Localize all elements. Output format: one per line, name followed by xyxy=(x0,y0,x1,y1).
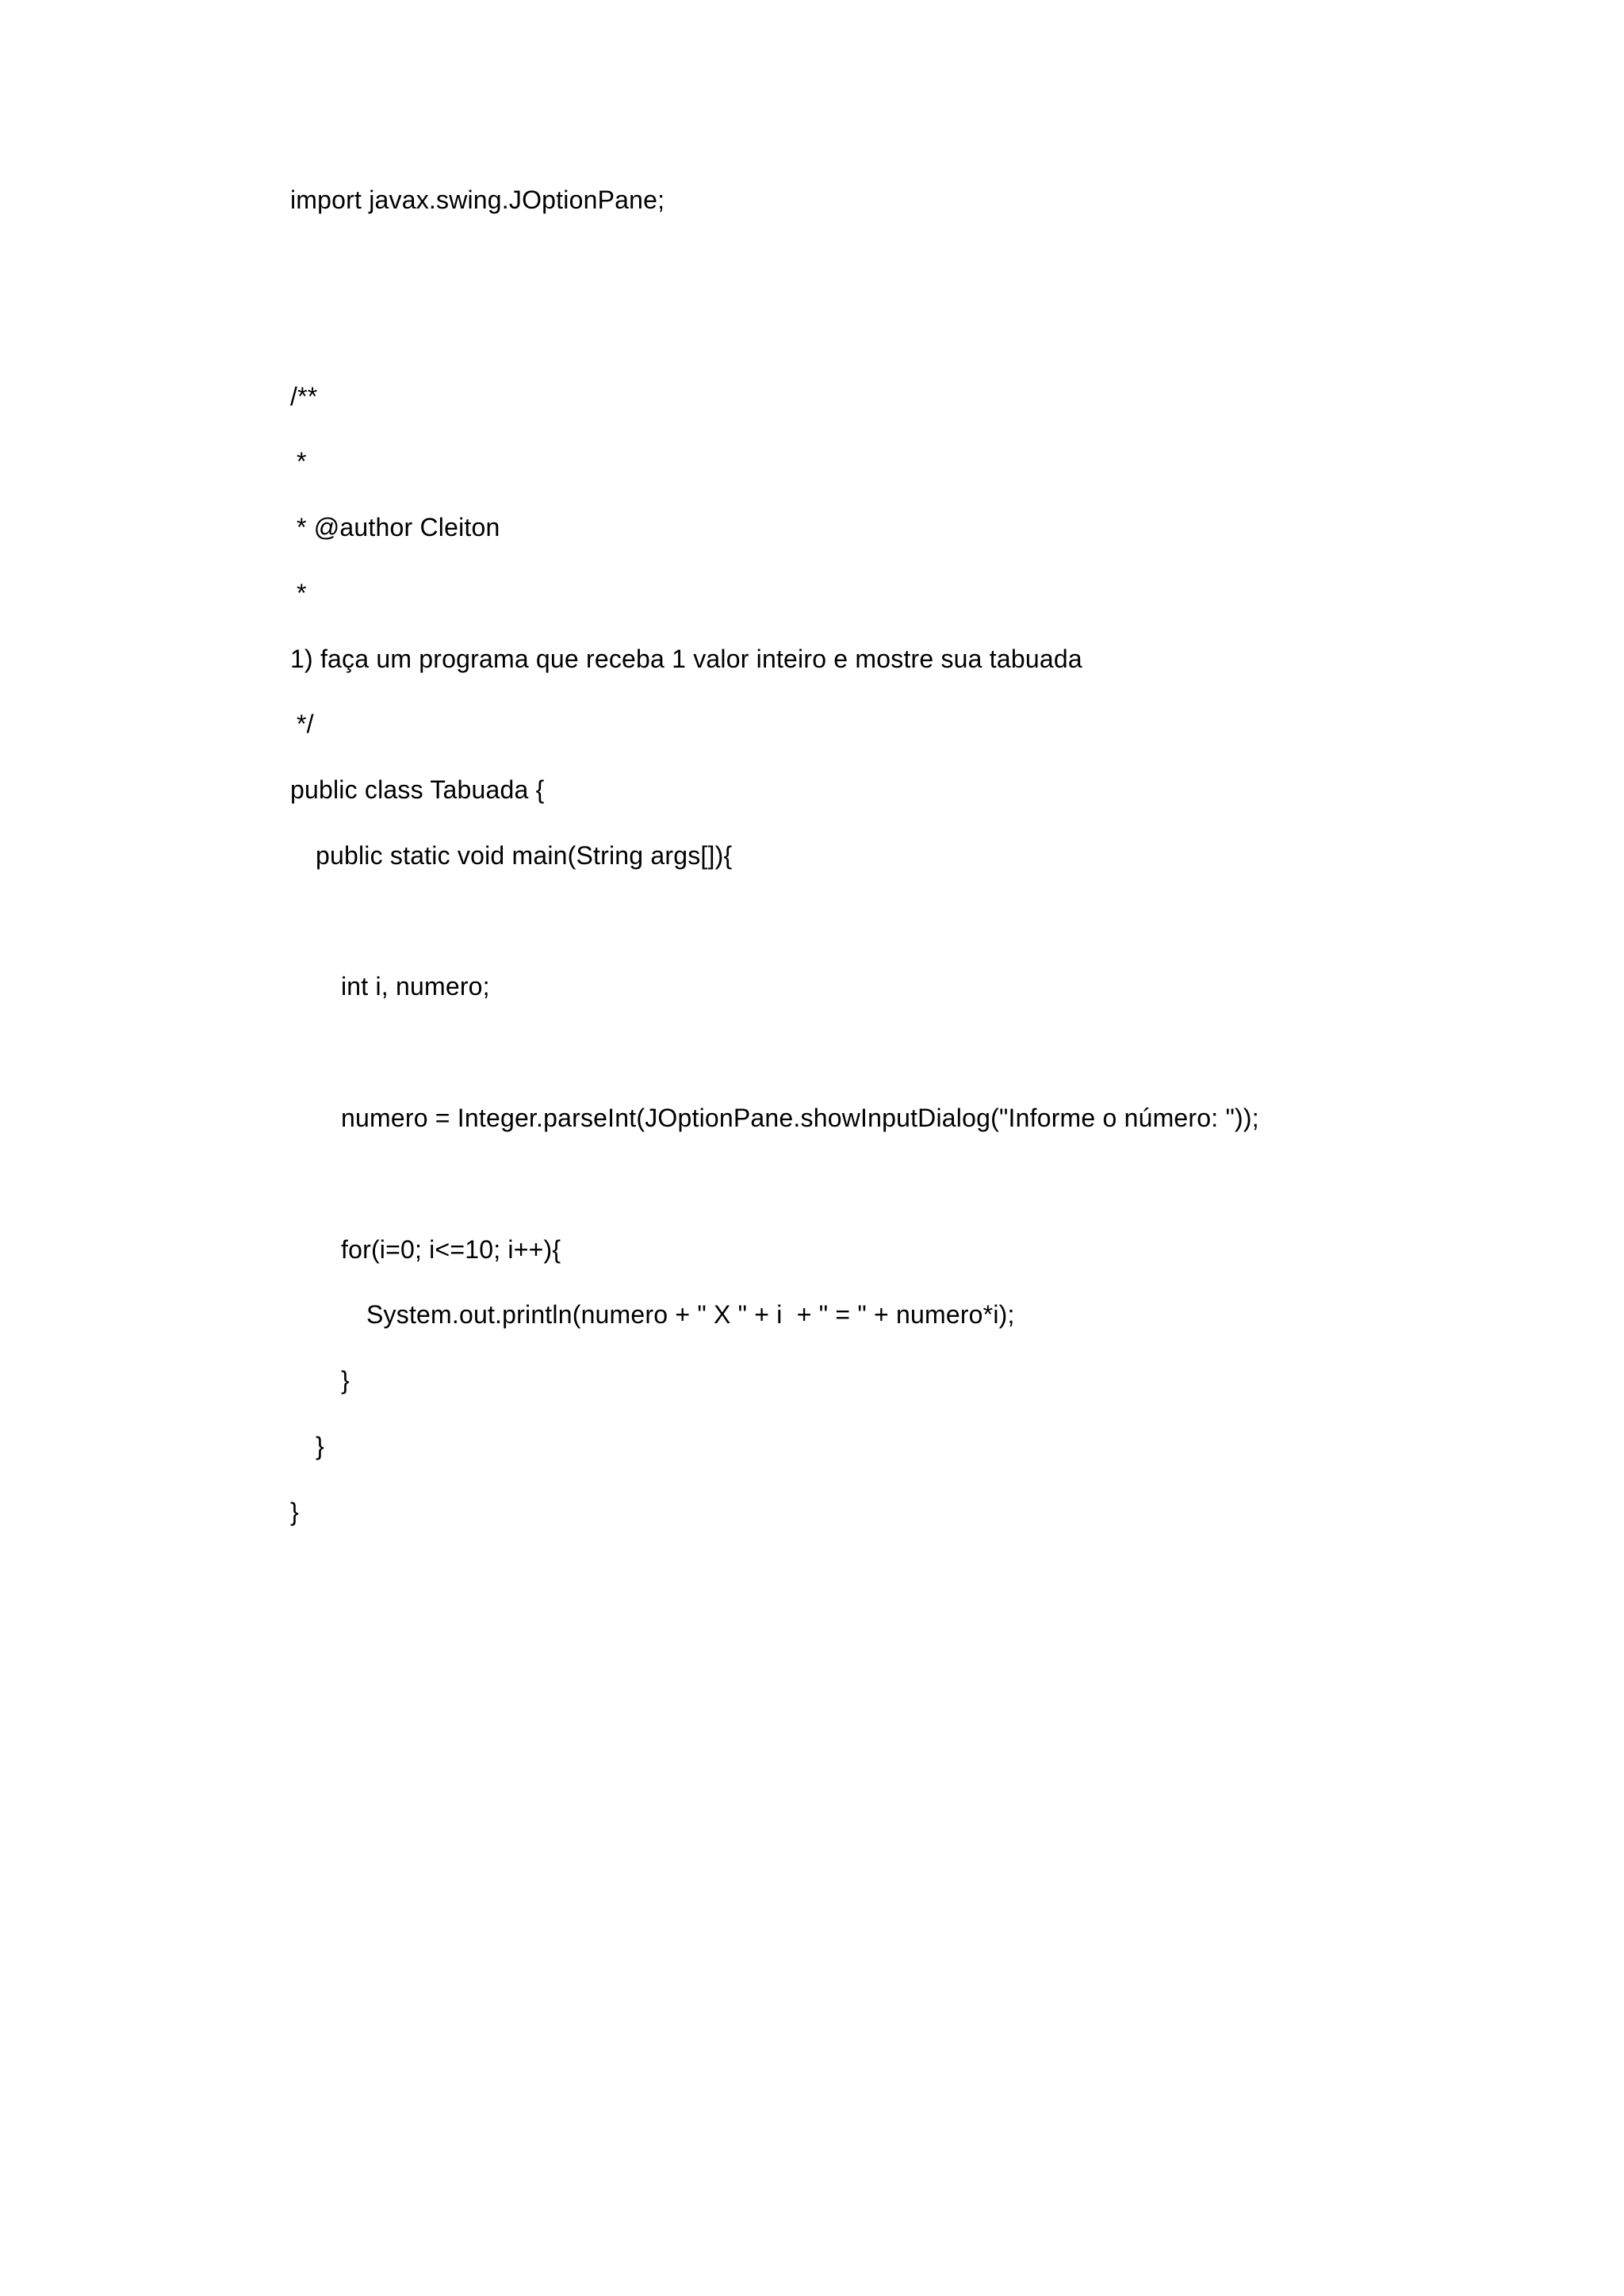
println-statement-line: System.out.println(numero + " X " + i + " = " + numero*i); xyxy=(366,1300,1015,1329)
close-class-brace: } xyxy=(290,1498,299,1526)
task-description-line: 1) faça um programa que receba 1 valor inteiro e mostre sua tabuada xyxy=(290,645,1082,673)
main-method-line: public static void main(String args[]){ xyxy=(316,841,733,870)
for-loop-line: for(i=0; i<=10; i++){ xyxy=(341,1235,561,1264)
class-declaration-line: public class Tabuada { xyxy=(290,775,545,804)
import-line: import javax.swing.JOptionPane; xyxy=(290,186,665,214)
comment-star-line: * xyxy=(297,579,307,607)
comment-close-line: */ xyxy=(297,710,314,738)
author-line: * @author Cleiton xyxy=(297,513,500,541)
comment-open-line: /** xyxy=(290,382,318,411)
close-for-brace: } xyxy=(341,1366,350,1395)
input-statement-line: numero = Integer.parseInt(JOptionPane.showInputDialog("Informe o número: ")); xyxy=(341,1104,1259,1132)
variable-declaration-line: int i, numero; xyxy=(341,972,490,1001)
comment-star-line: * xyxy=(297,447,307,476)
close-main-brace: } xyxy=(316,1432,324,1460)
